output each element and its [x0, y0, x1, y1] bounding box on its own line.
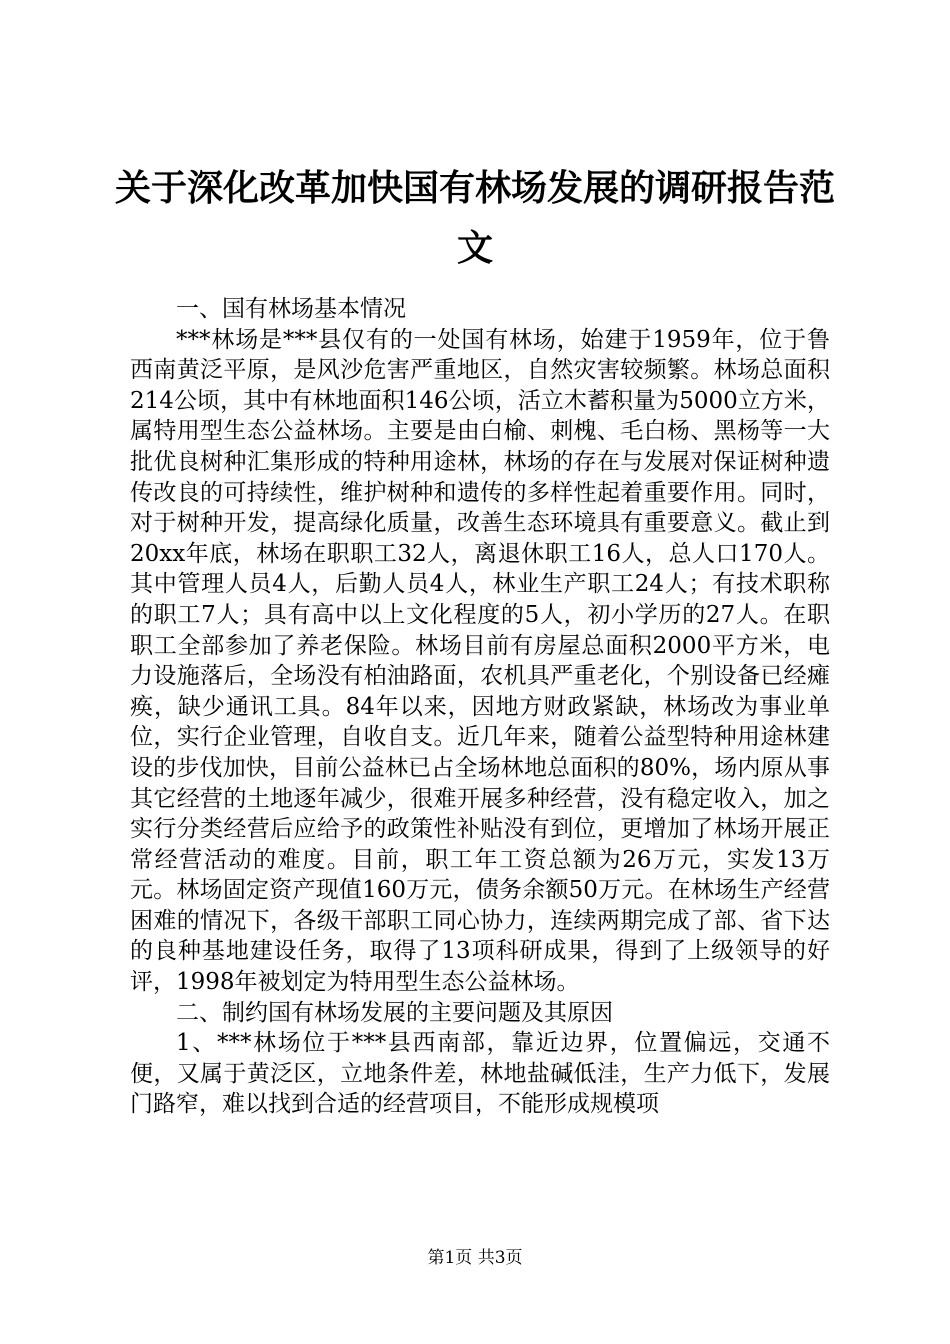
document-body: [130, 294, 830, 1120]
body-paragraph-1: ***林场是***县仅有的一处国有林场，始建于1959年，位于鲁西南黄泛平原，是风沙危害严重地区，自然灾害较频繁。林场总面积214公顷，其中有林地面积146公顷，活立木蓄积量为5000立方米，属特用型生态公益林场。主要是由白榆、刺槐、毛白杨、黑杨等一大批优良树种汇集形成的特种用途林，林场的存在与发展对保证树种遗传改良的可持续性，维护树种和遗传的多样性起着重要作用。同时，对于树种开发，提高绿化质量，改善生态环境具有重要意义。截止到20xx年底，林场在职职工32人，离退休职工16人，总人口170人。其中管理人员4人，后勤人员4人，林业生产职工24人；有技术职称的职工7人；具有高中以上文化程度的5人，初小学历的27人。在职职工全部参加了养老保险。林场目前有房屋总面积2000平方米，电力设施落后，全场没有柏油路面，农机具严重老化，个别设备已经瘫痪，缺少通讯工具。84年以来，因地方财政紧缺，林场改为事业单位，实行企业管理，自收自支。近几年来，随着公益型特种用途林建设的步伐加快，目前公益林已占全场林地总面积的80%，场内原从事其它经营的土地逐年减少，很难开展多种经营，没有稳定收入，加之实行分类经营后应给予的政策性补贴没有到位，更增加了林场开展正常经营活动的难度。目前，职工年工资总额为26万元，实发13万元。林场固定资产现值160万元，债务余额50万元。在林场生产经营困难的情况下，各级干部职工同心协力，连续两期完成了部、省下达的良种基地建设任务，取得了13项科研成果，得到了上级领导的好评，1998年被划定为特用型生态公益林场。: [130, 326, 830, 996]
section-heading-2: 二、制约国有林场发展的主要问题及其原因: [176, 999, 613, 1026]
document-title: 关于深化改革加快国有林场发展的调研报告范文: [114, 167, 835, 269]
section-heading-1: 一、国有林场基本情况: [176, 296, 406, 322]
body-paragraph-2: 1、***林场位于***县西南部，靠近边界，位置偏远，交通不便，又属于黄泛区，立地条件差，林地盐碱低洼，生产力低下，发展门路窄，难以找到合适的经营项目，不能形成规模项: [130, 1030, 830, 1118]
page-footer: 第1页 共3页: [427, 1248, 523, 1268]
